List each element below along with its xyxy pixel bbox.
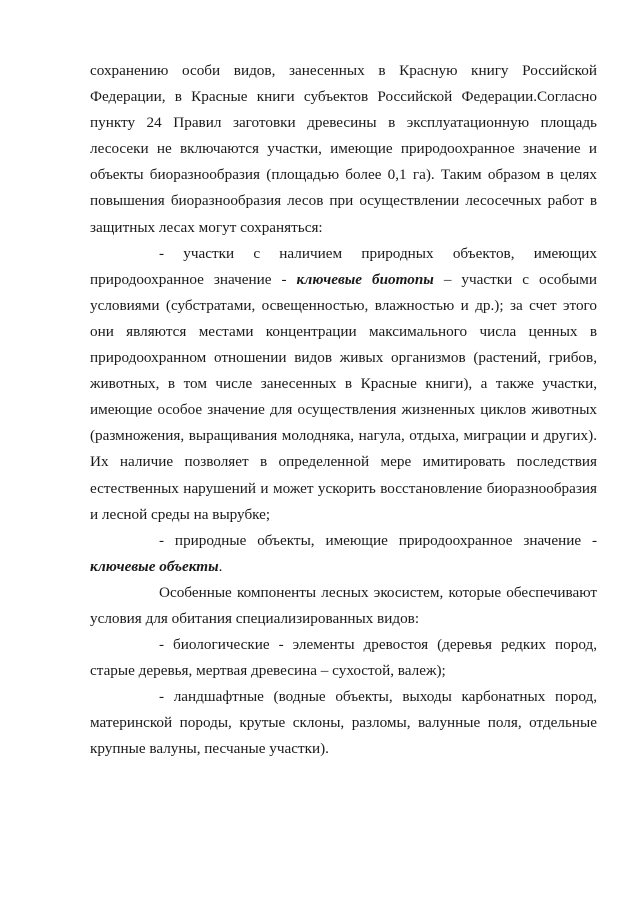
paragraph-key-objects xyxy=(90,528,597,580)
paragraph-intro-text: сохранению особи видов, занесенных в Красную книгу Российской Федерации, в Красные книги субъектов Российской Федерации.Согласно пункту 24 Правил заготовки древесины в эксплуатационную площадь лесосеки не включаются участки, имеющие природоохранное значение и объекты биоразнообразия (площадью более 0,1 га). Таким образом в целях повышения биоразнообразия лесов при осуществлении лесосечных работ в защитных лесах могут сохраняться: xyxy=(90,62,597,236)
term-key-objects: ключевые объекты xyxy=(90,557,219,575)
paragraph-intro xyxy=(90,58,597,241)
paragraph-landscape xyxy=(90,684,597,762)
document-page xyxy=(90,58,597,763)
paragraph-landscape-text: - ландшафтные (водные объекты, выходы карбонатных пород, материнской породы, крутые склоны, разломы, валунные поля, отдельные крупные валуны, песчаные участки). xyxy=(90,688,597,758)
paragraph-components xyxy=(90,580,597,632)
paragraph-biological-text: - биологические - элементы древостоя (деревья редких пород, старые деревья, мертвая древесина – сухостой, валеж); xyxy=(90,636,597,680)
paragraph-key-biotopes-lead: - участки с наличием природных объектов, имеющих природоохранное значение - xyxy=(90,244,597,288)
paragraph-key-objects-end: . xyxy=(218,557,223,575)
term-key-biotopes: ключевые биотопы xyxy=(296,270,434,288)
paragraph-key-biotopes xyxy=(90,241,597,528)
paragraph-key-objects-lead: - природные объекты, имеющие природоохранное значение - xyxy=(159,531,597,549)
paragraph-biological xyxy=(90,632,597,684)
paragraph-key-biotopes-body: – участки с особыми условиями (субстратами, освещенностью, влажностью и др.); за счет этого они являются местами концентрации максимального числа ценных в природоохранном отношении видов живых организмов (растений, грибов, животных, в том числе занесенных в Красные книги), а также участки, имеющие особое значение для осуществления жизненных циклов животных (размножения, выращивания молодняка, нагула, отдыха, миграции и других). Их наличие позволяет в определенной мере имитировать последствия естественных нарушений и может ускорить восстановление биоразнообразия и лесной среды на вырубке; xyxy=(90,270,597,523)
paragraph-components-text: Особенные компоненты лесных экосистем, которые обеспечивают условия для обитания специализированных видов: xyxy=(90,583,597,627)
